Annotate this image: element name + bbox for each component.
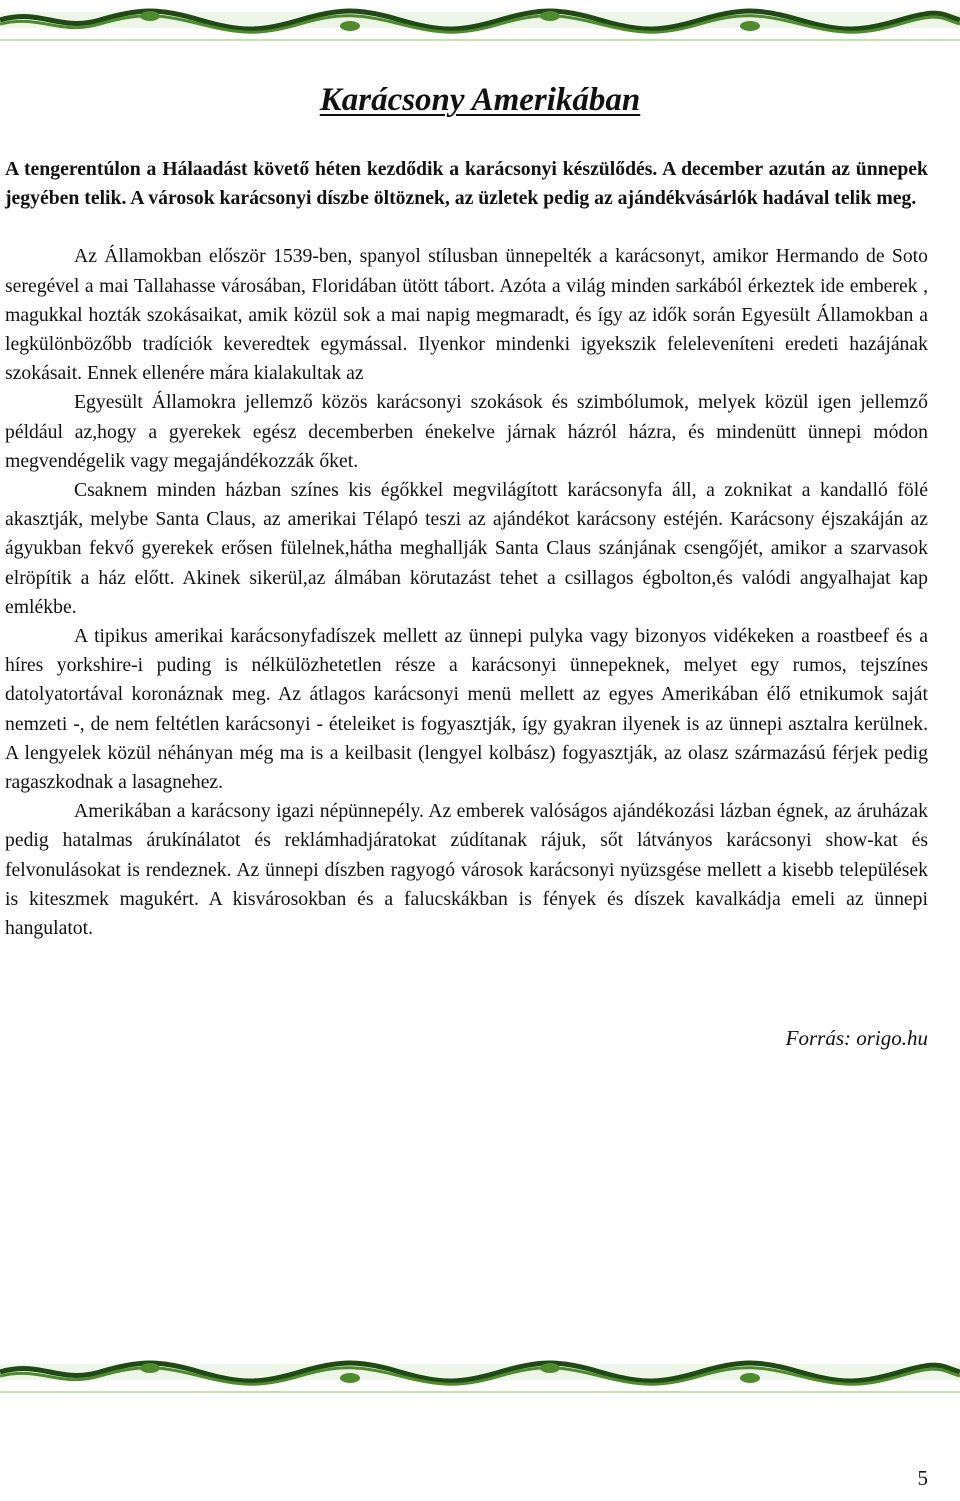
article-body xyxy=(5,155,928,943)
vine-icon xyxy=(0,1363,960,1392)
paragraph: Csaknem minden házban színes kis égőkkel megvilágított karácsonyfa áll, a zoknikat a kandalló fölé akasztják, melybe Santa Claus, az amerikai Télapó teszi az ajándékot karácsony estéjén. Karácsony éjszakáján az ágyukban fekvő gyerekek erősen fülelnek,hátha meghallják Santa Claus szánjának csengőjét, amikor a szarvasok elröpítik a ház előtt. Akinek sikerül,az álmában körutazást tehet a csillagos égbolton,és valódi angyalhajat kap emlékbe. xyxy=(5,479,928,618)
paragraph: A tipikus amerikai karácsonyfadíszek mellett az ünnepi pulyka vagy bizonyos vidékeken a roastbeef és a híres yorkshire-i puding is nélkülözhetetlen része a karácsonyi ünnepeknek, melyet egy rumos, tejszínes datolyatortával koronáznak meg. Az átlagos karácsonyi menü mellett az egyes Amerikában élő etnikumok saját nemzeti -, de nem feltétlen karácsonyi - ételeiket is fogyasztják, így gyakran ilyenek is az ünnepi asztalra kerülnek. A lengyelek közül néhányan még ma is a keilbasit (lengyel kolbász) fogyasztják, az olasz származású férjek pedig ragaszkodnak a lasagnehez. xyxy=(5,625,928,794)
page-number: 5 xyxy=(917,1466,928,1490)
decorative-vine-border-top xyxy=(0,0,960,60)
vine-icon xyxy=(0,11,960,40)
decorative-vine-border-bottom xyxy=(0,1348,960,1408)
source-citation: Forrás: origo.hu xyxy=(785,1026,928,1050)
page-title: Karácsony Amerikában xyxy=(319,82,641,118)
paragraph: Egyesült Államokra jellemző közös karácsonyi szokások és szimbólumok, melyek közül igen jellemző például az,hogy a gyerekek egész decemberben énekelve járnak házról házra, és mindenütt ünnepi módon megvendégelik vagy megajándékozzák őket. xyxy=(5,391,928,472)
paragraph: Amerikában a karácsony igazi népünnepély. Az emberek valóságos ajándékozási lázban égnek, az áruházak pedig hatalmas árukínálatot és reklámhadjáratokat zúdítanak rájuk, sőt látványos karácsonyi show-kat és felvonulásokat is rendeznek. Az ünnepi díszben ragyogó városok karácsonyi nyüzsgése mellett a kisebb települések is kiteszmek magukért. A kisvárosokban és a falucskákban is fények és díszek kavalkádja emeli az ünnepi hangulatot. xyxy=(5,800,928,940)
paragraph: Az Államokban először 1539-ben, spanyol stílusban ünnepelték a karácsonyt, amikor Hermando de Soto seregével a mai Tallahasse városában, Floridában ütött tábort. Azóta a világ minden sarkából érkeztek ide emberek , magukkal hozták szokásaikat, amik közül sok a mai napig megmaradt, és így az idők során Egyesült Államokban a legkülönbözőbb tradíciók keveredtek egymással. Ilyenkor mindenki igyekszik feleleveníteni eredeti hazájának szokásait. Ennek ellenére mára kialakultak az xyxy=(5,245,928,385)
intro-paragraph: A tengerentúlon a Hálaadást követő héten kezdődik a karácsonyi készülődés. A december azután az ünnepek jegyében telik. A városok karácsonyi díszbe öltöznek, az üzletek pedig az ajándékvásárlók hadával telik meg. xyxy=(5,158,928,210)
